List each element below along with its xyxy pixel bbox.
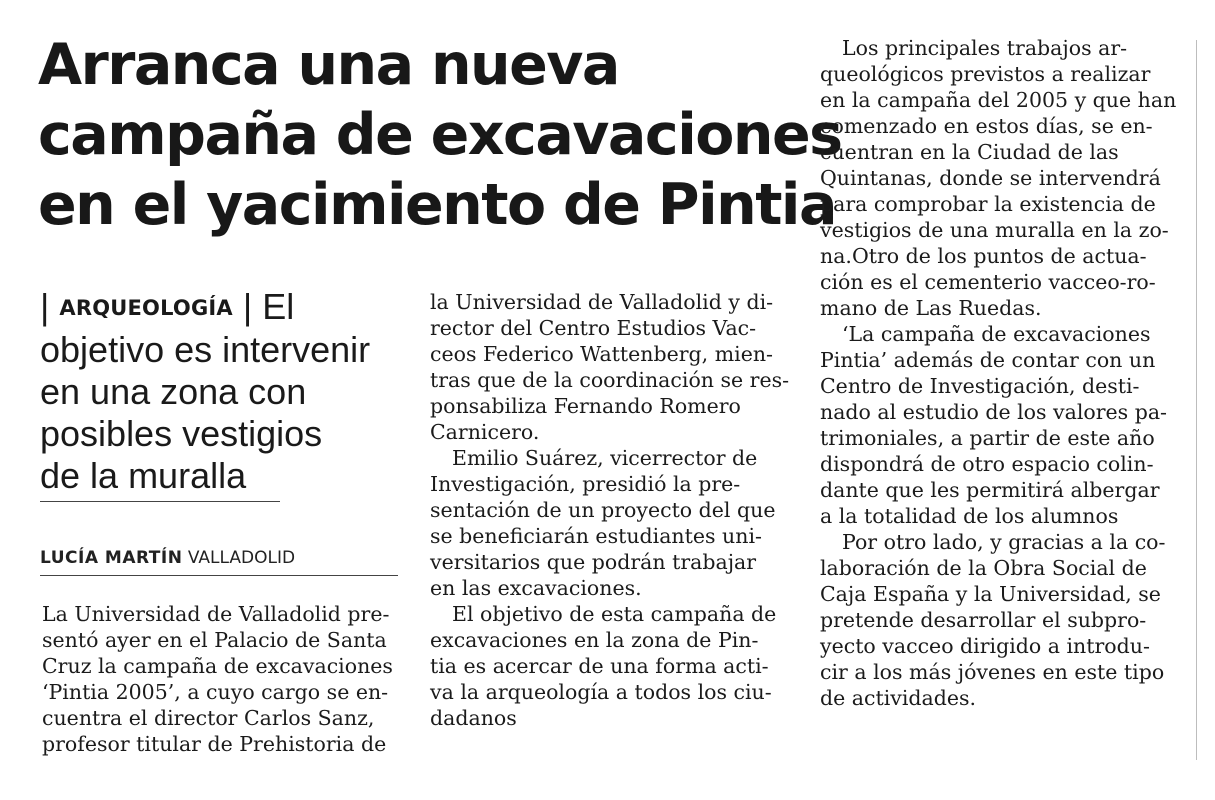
text-line: se beneficiarán estudiantes uni- bbox=[430, 524, 762, 548]
byline-author: LUCÍA MARTÍN bbox=[40, 548, 183, 568]
article-column-3 bbox=[820, 35, 1176, 711]
subhead-divider bbox=[40, 501, 280, 502]
text-line: pretende desarrollar el subpro- bbox=[820, 608, 1147, 632]
text-line: ción es el cementerio vacceo-ro- bbox=[820, 270, 1156, 294]
divider-bar: | bbox=[40, 286, 50, 327]
column-rule bbox=[1196, 40, 1197, 760]
text-line: queológicos previstos a realizar bbox=[820, 62, 1151, 86]
text-line: ‘La campaña de excavaciones bbox=[842, 322, 1151, 346]
text-line: ‘Pintia 2005’, a cuyo cargo se en- bbox=[42, 680, 389, 704]
text-line: Por otro lado, y gracias a la co- bbox=[842, 530, 1166, 554]
text-line: dadanos bbox=[430, 706, 517, 730]
text-line: Emilio Suárez, vicerrector de bbox=[452, 446, 758, 470]
text-line: profesor titular de Prehistoria de bbox=[42, 732, 387, 756]
text-line: a la totalidad de los alumnos bbox=[820, 504, 1119, 528]
text-line: nado al estudio de los valores pa- bbox=[820, 400, 1167, 424]
text-line: sentó ayer en el Palacio de Santa bbox=[42, 628, 387, 652]
text-line: mano de Las Ruedas. bbox=[820, 296, 1042, 320]
text-line: laboración de la Obra Social de bbox=[820, 556, 1147, 580]
text-line: El objetivo de esta campaña de bbox=[452, 602, 777, 626]
text-line: Centro de Investigación, desti- bbox=[820, 374, 1140, 398]
byline-divider bbox=[40, 575, 398, 576]
article-column-1 bbox=[42, 601, 393, 757]
text-line: rector del Centro Estudios Vac- bbox=[430, 316, 757, 340]
text-line: ceos Federico Wattenberg, mien- bbox=[430, 342, 773, 366]
text-line: ponsabiliza Fernando Romero bbox=[430, 394, 741, 418]
text-line: en las excavaciones. bbox=[430, 576, 642, 600]
text-line: va la arqueología a todos los ciu- bbox=[430, 680, 772, 704]
text-line: vestigios de una muralla en la zo- bbox=[820, 218, 1169, 242]
text-line: excavaciones en la zona de Pin- bbox=[430, 628, 759, 652]
text-line: cuentran en la Ciudad de las bbox=[820, 140, 1119, 164]
headline-line: Arranca una nueva bbox=[38, 32, 619, 98]
text-line: yecto vacceo dirigido a introdu- bbox=[820, 634, 1150, 658]
text-line: tia es acercar de una forma acti- bbox=[430, 654, 769, 678]
headline-line: en el yacimiento de Pintia bbox=[38, 172, 836, 238]
subhead bbox=[40, 286, 410, 497]
byline bbox=[40, 548, 295, 568]
text-line: Quintanas, donde se intervendrá bbox=[820, 166, 1161, 190]
text-line: dante que les permitirá albergar bbox=[820, 478, 1160, 502]
text-line: la Universidad de Valladolid y di- bbox=[430, 290, 774, 314]
subhead-first-word: El bbox=[262, 286, 295, 327]
text-line: comenzado en estos días, se en- bbox=[820, 114, 1153, 138]
text-line: La Universidad de Valladolid pre- bbox=[42, 602, 390, 626]
text-line: sentación de un proyecto del que bbox=[430, 498, 776, 522]
headline bbox=[38, 30, 842, 240]
text-line: Cruz la campaña de excavaciones bbox=[42, 654, 393, 678]
text-line: para comprobar la existencia de bbox=[820, 192, 1156, 216]
text-line: Caja España y la Universidad, se bbox=[820, 582, 1161, 606]
text-line: dispondrá de otro espacio colin- bbox=[820, 452, 1154, 476]
byline-location: VALLADOLID bbox=[187, 548, 296, 568]
text-line: Carnicero. bbox=[430, 420, 540, 444]
article-column-2 bbox=[430, 289, 789, 731]
text-line: de actividades. bbox=[820, 686, 977, 710]
text-line: en la campaña del 2005 y que han bbox=[820, 88, 1177, 112]
divider-bar: | bbox=[242, 286, 253, 327]
text-line: versitarios que podrán trabajar bbox=[430, 550, 757, 574]
subhead-line: de la muralla bbox=[40, 455, 247, 496]
subhead-first-line bbox=[40, 286, 410, 329]
text-line: Pintia’ además de contar con un bbox=[820, 348, 1156, 372]
text-line: Los principales trabajos ar- bbox=[842, 36, 1128, 60]
section-tag: ARQUEOLOGÍA bbox=[59, 296, 233, 320]
text-line: na.Otro de los puntos de actua- bbox=[820, 244, 1147, 268]
subhead-line: posibles vestigios bbox=[40, 413, 323, 454]
text-line: cir a los más jóvenes en este tipo bbox=[820, 660, 1165, 684]
headline-line: campaña de excavaciones bbox=[38, 102, 842, 168]
subhead-line: en una zona con bbox=[40, 371, 307, 412]
text-line: cuentra el director Carlos Sanz, bbox=[42, 706, 375, 730]
text-line: Investigación, presidió la pre- bbox=[430, 472, 741, 496]
text-line: trimoniales, a partir de este año bbox=[820, 426, 1155, 450]
subhead-line: objetivo es intervenir bbox=[40, 329, 371, 370]
text-line: tras que de la coordinación se res- bbox=[430, 368, 790, 392]
